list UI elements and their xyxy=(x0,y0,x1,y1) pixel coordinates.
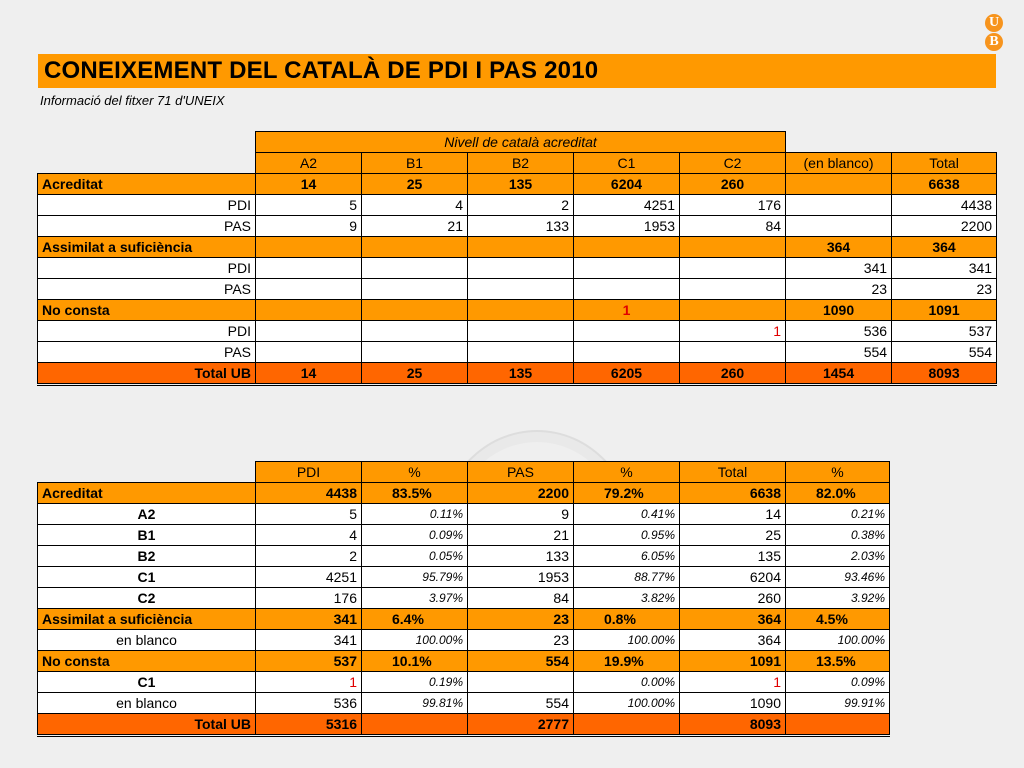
table-cell: 4 xyxy=(256,525,362,546)
table-cell: 8093 xyxy=(892,363,997,385)
table-cell xyxy=(680,342,786,363)
table-cell: 23 xyxy=(892,279,997,300)
table-cell: 10.1% xyxy=(362,651,468,672)
table-cell xyxy=(362,714,468,736)
table-cell: 1454 xyxy=(786,363,892,385)
column-header: C2 xyxy=(680,153,786,174)
table-cell: 3.82% xyxy=(574,588,680,609)
row-label: No consta xyxy=(38,300,256,321)
row-label: PAS xyxy=(38,342,256,363)
table-cell: 84 xyxy=(468,588,574,609)
table-cell: 100.00% xyxy=(574,630,680,651)
table-cell: 2777 xyxy=(468,714,574,736)
table-cell: 341 xyxy=(786,258,892,279)
table-cell: 9 xyxy=(468,504,574,525)
table-cell: 6205 xyxy=(574,363,680,385)
table-cell: 6638 xyxy=(680,483,786,504)
table-cell: 2 xyxy=(468,195,574,216)
table-cell: 79.2% xyxy=(574,483,680,504)
table-cell: 0.8% xyxy=(574,609,680,630)
column-header: B1 xyxy=(362,153,468,174)
ub-logo xyxy=(985,14,1003,52)
table-cell: 1 xyxy=(574,300,680,321)
table-cell xyxy=(574,342,680,363)
table-cell xyxy=(256,279,362,300)
row-label: en blanco xyxy=(38,693,256,714)
table-cell: 364 xyxy=(892,237,997,258)
table-cell xyxy=(362,342,468,363)
table-cell: 5 xyxy=(256,195,362,216)
table-cell xyxy=(574,714,680,736)
table-row xyxy=(38,693,890,714)
table-cell: 0.09% xyxy=(786,672,890,693)
table-cell xyxy=(256,258,362,279)
table-cell: 3.97% xyxy=(362,588,468,609)
table-row xyxy=(38,321,997,342)
table-row xyxy=(38,483,890,504)
table-cell xyxy=(362,258,468,279)
table-cell: 84 xyxy=(680,216,786,237)
table-cell: 135 xyxy=(680,546,786,567)
table-cell xyxy=(468,342,574,363)
table-cell: 364 xyxy=(680,630,786,651)
row-label: No consta xyxy=(38,651,256,672)
page-subtitle: Informació del fitxer 71 d'UNEIX xyxy=(40,93,225,108)
table-cell xyxy=(574,321,680,342)
table-cell: 6.4% xyxy=(362,609,468,630)
table-cell: 0.09% xyxy=(362,525,468,546)
table-row xyxy=(38,651,890,672)
table-cell: 23 xyxy=(468,630,574,651)
table-cell: 21 xyxy=(468,525,574,546)
table-cell xyxy=(468,279,574,300)
table-row xyxy=(38,216,997,237)
table-cell: 537 xyxy=(892,321,997,342)
table-cell: 0.95% xyxy=(574,525,680,546)
table-cell: 0.38% xyxy=(786,525,890,546)
table-cell: 341 xyxy=(892,258,997,279)
table-cell: 100.00% xyxy=(574,693,680,714)
table-cell xyxy=(468,672,574,693)
table-cell: 536 xyxy=(256,693,362,714)
table-cell: 4438 xyxy=(256,483,362,504)
column-header: Total xyxy=(892,153,997,174)
table-cell: 554 xyxy=(892,342,997,363)
table-cell xyxy=(256,342,362,363)
table-cell xyxy=(362,300,468,321)
table-cell: 133 xyxy=(468,216,574,237)
row-label: A2 xyxy=(38,504,256,525)
table-cell xyxy=(574,258,680,279)
table-cell xyxy=(468,258,574,279)
table-cell xyxy=(680,237,786,258)
table-cell: 5316 xyxy=(256,714,362,736)
table1-caption-row xyxy=(38,132,997,153)
row-label: B1 xyxy=(38,525,256,546)
logo-letter-b: B xyxy=(985,33,1003,51)
table-cell xyxy=(468,321,574,342)
row-label: C1 xyxy=(38,567,256,588)
table-cell: 133 xyxy=(468,546,574,567)
table-cell: 6204 xyxy=(574,174,680,195)
table-cell: 82.0% xyxy=(786,483,890,504)
table-cell: 554 xyxy=(468,693,574,714)
row-label: PDI xyxy=(38,321,256,342)
table-cell xyxy=(362,237,468,258)
table-cell: 1 xyxy=(680,672,786,693)
table-cell: 2200 xyxy=(468,483,574,504)
table-row xyxy=(38,630,890,651)
table-cell: 83.5% xyxy=(362,483,468,504)
table-cell: 364 xyxy=(680,609,786,630)
table-cell: 260 xyxy=(680,174,786,195)
table2-header-row xyxy=(38,462,890,483)
table-cell xyxy=(786,195,892,216)
column-header: PAS xyxy=(468,462,574,483)
column-header: C1 xyxy=(574,153,680,174)
table-row xyxy=(38,525,890,546)
table-row xyxy=(38,567,890,588)
table-cell: 23 xyxy=(786,279,892,300)
table-cell: 99.81% xyxy=(362,693,468,714)
table-cell: 88.77% xyxy=(574,567,680,588)
table-cell: 554 xyxy=(786,342,892,363)
row-label: B2 xyxy=(38,546,256,567)
table-cell: 93.46% xyxy=(786,567,890,588)
table-cell: 4.5% xyxy=(786,609,890,630)
row-label: Assimilat a suficiència xyxy=(38,609,256,630)
table-cell xyxy=(786,714,890,736)
table-cell: 6.05% xyxy=(574,546,680,567)
table-cell: 14 xyxy=(256,174,362,195)
table-cell: 19.9% xyxy=(574,651,680,672)
column-header: A2 xyxy=(256,153,362,174)
table-cell: 2.03% xyxy=(786,546,890,567)
table-cell: 4251 xyxy=(574,195,680,216)
row-label: C1 xyxy=(38,672,256,693)
table1-caption: Nivell de català acreditat xyxy=(256,132,786,153)
table-cell: 1 xyxy=(256,672,362,693)
table-cell: 364 xyxy=(786,237,892,258)
table-cell: 536 xyxy=(786,321,892,342)
table-cell: 1091 xyxy=(680,651,786,672)
table-row xyxy=(38,609,890,630)
staff-summary-table xyxy=(37,461,890,737)
table-cell: 2200 xyxy=(892,216,997,237)
table-cell xyxy=(574,237,680,258)
table-cell xyxy=(362,321,468,342)
table-cell: 341 xyxy=(256,630,362,651)
table-row xyxy=(38,546,890,567)
table-cell xyxy=(256,300,362,321)
table-cell: 1 xyxy=(680,321,786,342)
table-cell: 554 xyxy=(468,651,574,672)
table-row xyxy=(38,237,997,258)
table-cell: 0.19% xyxy=(362,672,468,693)
table-cell: 13.5% xyxy=(786,651,890,672)
catalan-level-table xyxy=(37,131,997,386)
table-cell: 6638 xyxy=(892,174,997,195)
table-cell xyxy=(786,216,892,237)
table-cell xyxy=(786,174,892,195)
table-cell: 341 xyxy=(256,609,362,630)
table-cell: 95.79% xyxy=(362,567,468,588)
table-row xyxy=(38,672,890,693)
table-cell: 6204 xyxy=(680,567,786,588)
column-header: % xyxy=(362,462,468,483)
row-label: Acreditat xyxy=(38,483,256,504)
table-cell xyxy=(680,300,786,321)
table-row xyxy=(38,588,890,609)
table-cell xyxy=(468,237,574,258)
row-label: PDI xyxy=(38,195,256,216)
table-row xyxy=(38,714,890,736)
table-cell: 25 xyxy=(362,363,468,385)
table-cell: 9 xyxy=(256,216,362,237)
row-label: C2 xyxy=(38,588,256,609)
table-cell: 2 xyxy=(256,546,362,567)
table-cell: 8093 xyxy=(680,714,786,736)
row-label: PAS xyxy=(38,216,256,237)
table-row xyxy=(38,174,997,195)
table-cell xyxy=(680,258,786,279)
row-label: en blanco xyxy=(38,630,256,651)
table-cell: 0.21% xyxy=(786,504,890,525)
table-cell: 25 xyxy=(680,525,786,546)
logo-letter-u: U xyxy=(985,14,1003,32)
table-row xyxy=(38,195,997,216)
table-cell: 4251 xyxy=(256,567,362,588)
table-row xyxy=(38,504,890,525)
row-label: Total UB xyxy=(38,714,256,736)
table-cell: 100.00% xyxy=(786,630,890,651)
table-cell: 5 xyxy=(256,504,362,525)
column-header: (en blanco) xyxy=(786,153,892,174)
table-row xyxy=(38,258,997,279)
column-header: Total xyxy=(680,462,786,483)
table-cell: 135 xyxy=(468,363,574,385)
table-row xyxy=(38,342,997,363)
table-cell: 25 xyxy=(362,174,468,195)
column-header: PDI xyxy=(256,462,362,483)
column-header: % xyxy=(574,462,680,483)
table-cell xyxy=(680,279,786,300)
table-cell: 537 xyxy=(256,651,362,672)
table-row xyxy=(38,279,997,300)
table-row xyxy=(38,363,997,385)
table-cell: 1090 xyxy=(786,300,892,321)
table-cell xyxy=(574,279,680,300)
table-cell: 14 xyxy=(256,363,362,385)
table-row xyxy=(38,300,997,321)
table-cell: 1091 xyxy=(892,300,997,321)
table-cell: 0.11% xyxy=(362,504,468,525)
row-label: PDI xyxy=(38,258,256,279)
table-cell: 1090 xyxy=(680,693,786,714)
table-cell: 99.91% xyxy=(786,693,890,714)
table-cell xyxy=(468,300,574,321)
table-cell: 0.00% xyxy=(574,672,680,693)
table-cell: 176 xyxy=(680,195,786,216)
page-title: CONEIXEMENT DEL CATALÀ DE PDI I PAS 2010 xyxy=(44,57,599,84)
table-cell: 14 xyxy=(680,504,786,525)
table-cell: 260 xyxy=(680,588,786,609)
table-cell: 4 xyxy=(362,195,468,216)
table-cell: 0.05% xyxy=(362,546,468,567)
table1-header-row xyxy=(38,153,997,174)
table-cell: 0.41% xyxy=(574,504,680,525)
table-cell: 21 xyxy=(362,216,468,237)
row-label: Total UB xyxy=(38,363,256,385)
table-cell: 23 xyxy=(468,609,574,630)
row-label: PAS xyxy=(38,279,256,300)
row-label: Acreditat xyxy=(38,174,256,195)
table-cell: 260 xyxy=(680,363,786,385)
table-cell xyxy=(256,321,362,342)
table-cell: 100.00% xyxy=(362,630,468,651)
table-cell xyxy=(362,279,468,300)
title-bar xyxy=(38,54,996,88)
row-label: Assimilat a suficiència xyxy=(38,237,256,258)
table-cell: 135 xyxy=(468,174,574,195)
table-cell xyxy=(256,237,362,258)
table-cell: 4438 xyxy=(892,195,997,216)
table-cell: 176 xyxy=(256,588,362,609)
column-header: % xyxy=(786,462,890,483)
table-cell: 3.92% xyxy=(786,588,890,609)
column-header: B2 xyxy=(468,153,574,174)
table-cell: 1953 xyxy=(574,216,680,237)
table-cell: 1953 xyxy=(468,567,574,588)
